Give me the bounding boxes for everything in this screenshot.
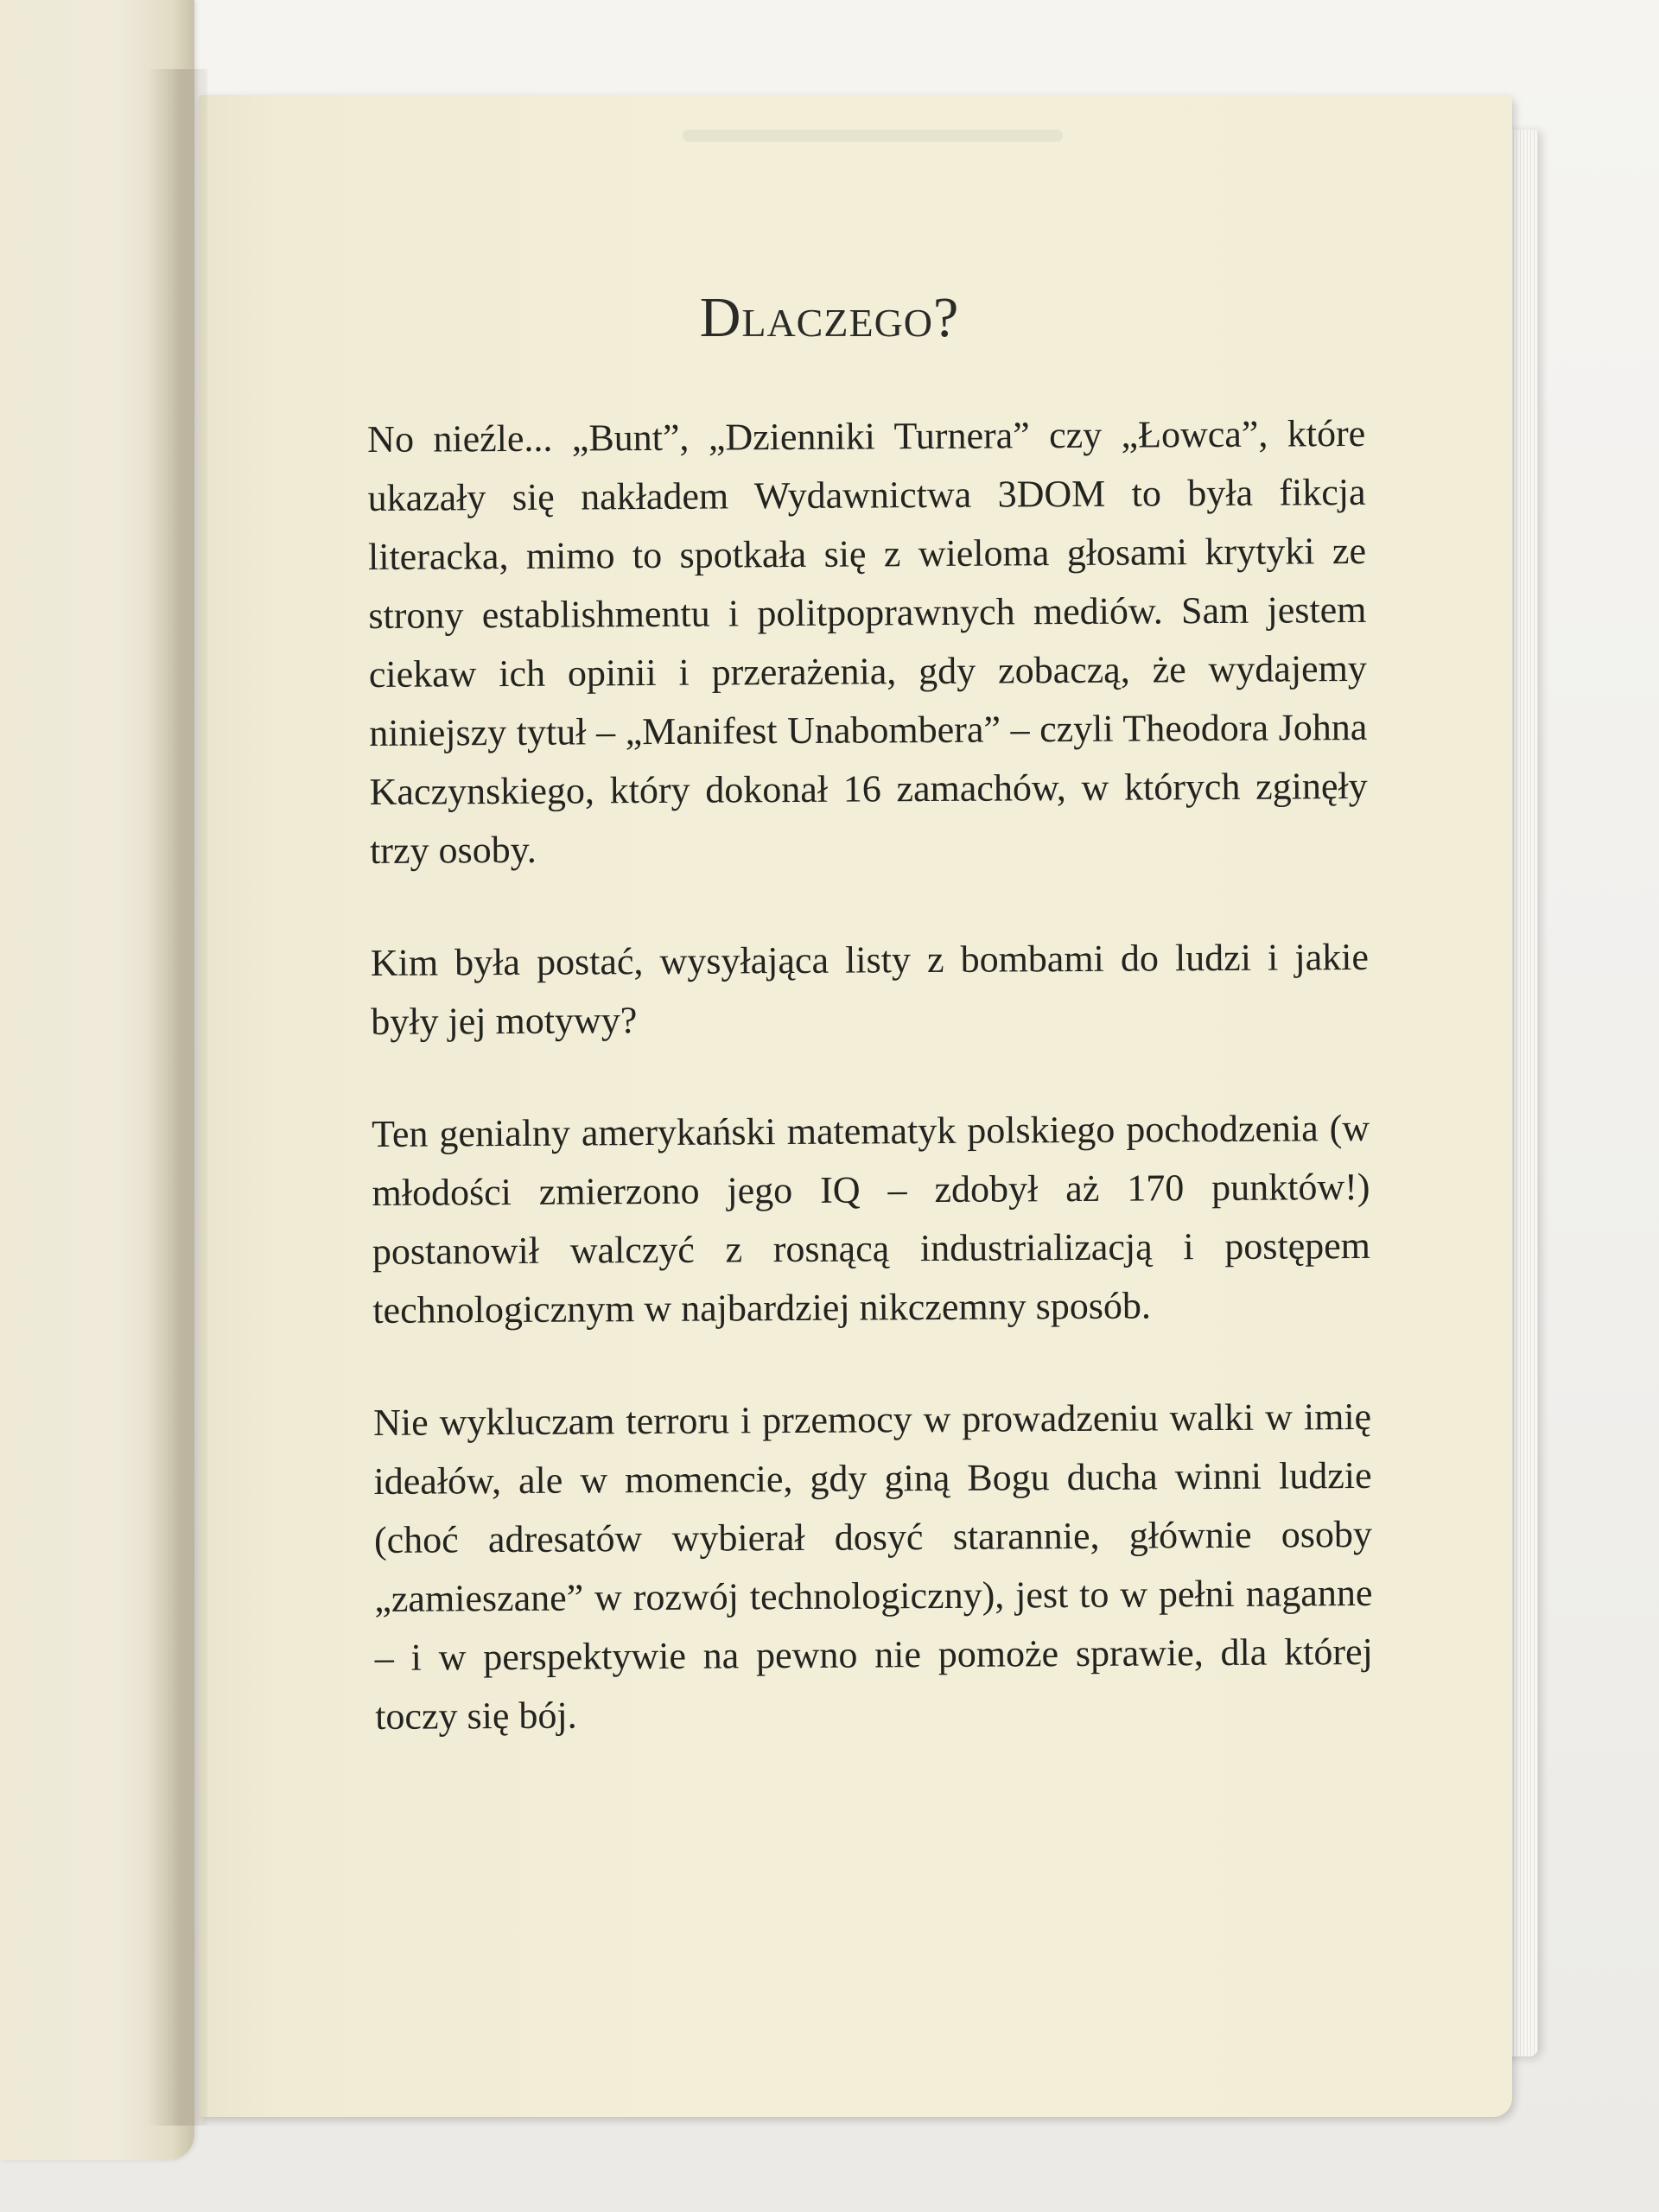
chapter-body — [367, 404, 1374, 1800]
paragraph-1: No nieźle... „Bunt”, „Dzienniki Turnera” czy „Łowca”, które ukazały się nakładem Wydawnictwa 3DOM to była fikcja literacka, mimo to spotkała się z wieloma głosami krytyki ze strony establishmentu i politpoprawnych mediów. Sam jestem ciekaw ich opinii i przerażenia, gdy zobaczą, że wydajemy niniejszy tytuł – „Manifest Unabombera” – czyli Theodora Johna Kaczynskiego, który dokonał 16 zamachów, w których zginęły trzy osoby. — [367, 411, 1368, 872]
paragraph-2: Kim była postać, wysyłająca listy z bombami do ludzi i jakie były jej motywy? — [370, 935, 1370, 1043]
paragraph-3: Ten genialny amerykański matematyk polskiego pochodzenia (w młodości zmierzono jego IQ – zdobył aż 170 punktów!) postanowił walczyć z rosnącą industrializacją i postępem technologicznym w najbardziej nikczemny sposób. — [371, 1106, 1371, 1332]
paragraph-4: Nie wykluczam terroru i przemocy w prowadzeniu walki w imię ideałów, ale w momencie, gdy giną Bogu ducha winni ludzie (choć adresatów wybierał dosyć starannie, głównie osoby „zamieszane” w rozwój technologiczny), jest to w pełni naganne – i w perspektywie na pewno nie pomoże sprawie, dla której toczy się bój. — [373, 1395, 1373, 1738]
chapter-heading: Dlaczego? — [699, 286, 960, 349]
book-gutter — [147, 69, 207, 2126]
running-header-bleed — [683, 130, 1063, 142]
